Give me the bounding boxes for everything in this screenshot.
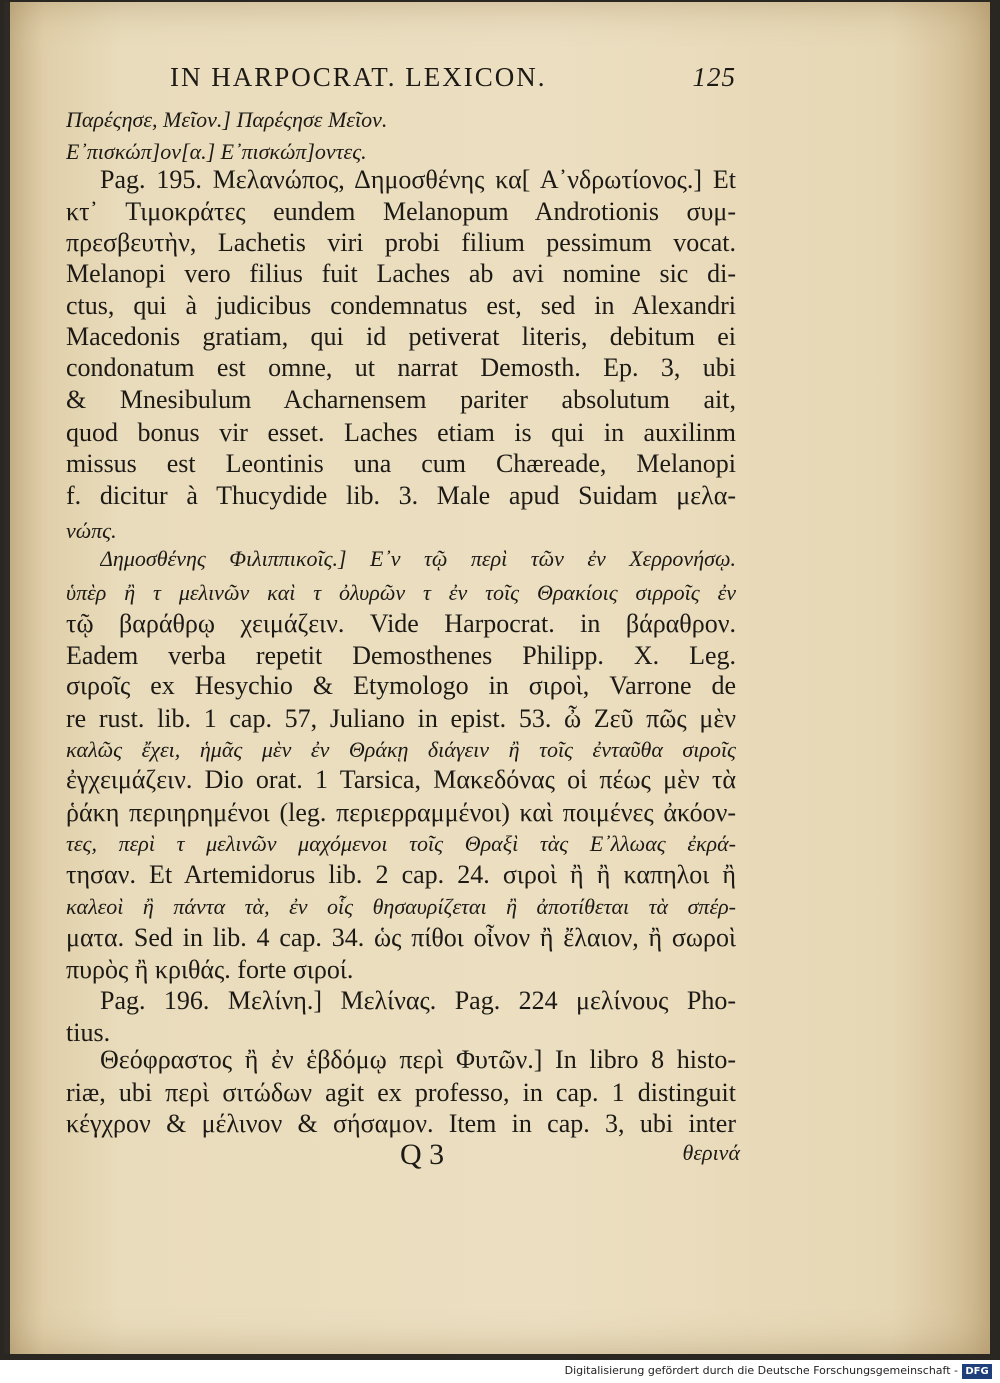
text-line: ctus, qui à judicibus condemnatus est, sed in Alexandri (66, 291, 736, 320)
text-line: κέγχρον & μέλινον & σήσαμον. Item in cap. 3, ubi inter (66, 1109, 736, 1138)
text-line: ἐγχειμάζειν. Dio orat. 1 Tarsica, Μακεδόνας οἱ πέως μὲν τὰ (66, 765, 736, 794)
text-line: condonatum est omne, ut narrat Demosth. Ep. 3, ubi (66, 353, 736, 382)
text-line: καλῶς ἔχει, ἡμᾶς μὲν ἐν Θράκῃ διάγειν ἢ τοῖς ἐνταῦθα σιροῖς (66, 737, 736, 762)
page-number: 125 (692, 62, 736, 92)
text-line: τησαν. Et Artemidorus lib. 2 cap. 24. σιροὶ ἢ ἢ καπηλοι ἢ (66, 860, 736, 889)
text-line: Melanopi vero filius fuit Laches ab avi nomine sic di- (66, 259, 736, 288)
text-line: ῥάκη περιηρημένοι (leg. περιερραμμένοι) καὶ ποιμένες ἀκόον- (66, 798, 736, 827)
text-line: πυρὸς ἢ κριθάς. forte σιροί. (66, 955, 354, 984)
running-header (170, 62, 736, 102)
text-line: & Mnesibulum Acharnensem pariter absolutum ait, (66, 385, 736, 414)
text-line: σιροῖς ex Hesychio & Etymologo in σιροὶ, Varrone de (66, 671, 736, 700)
text-line: Pag. 195. Μελανώπος, Δημοσθένης κα[ Α᾽νδρωτίονος.] Et (100, 165, 736, 194)
page-gutter-edge (4, 2, 10, 1354)
text-line: riæ, ubi περὶ σιτώδων agit ex professo, in cap. 1 distinguit (66, 1078, 736, 1107)
text-line: ματα. Sed in lib. 4 cap. 34. ὡς πίθοι οἶνον ἢ ἔλαιον, ἢ σωροὶ (66, 923, 736, 952)
text-line: Παρέςησε, Μεῖον.] Παρέςησε Μεῖον. (66, 107, 388, 132)
text-line: Macedonis gratiam, qui id petiverat literis, debitum ei (66, 322, 736, 351)
catchword: θερινά (682, 1140, 740, 1165)
footer-bar (0, 1360, 1000, 1383)
text-line: f. dicitur à Thucydide lib. 3. Male apud Suidam μελα- (66, 481, 736, 510)
text-line: re rust. lib. 1 cap. 57, Juliano in epist. 53. ὦ Ζεῦ πῶς μὲν (66, 704, 736, 733)
text-line: Eadem verba repetit Demosthenes Philipp. X. Leg. (66, 641, 736, 670)
text-line: tius. (66, 1018, 111, 1047)
text-line: καλεοὶ ἢ πάντα τὰ, ἐν οἷς θησαυρίζεται ἢ ἀποτίθεται τὰ σπέρ- (66, 894, 736, 919)
dfg-logo: DFG (962, 1364, 992, 1379)
text-line: Ε᾽πισκώπ]ον[α.] Ε᾽πισκώπ]οντες. (66, 139, 367, 164)
text-line: ὑπὲρ ἢ τ μελινῶν καὶ τ ὀλυρῶν τ ἐν τοῖς Θρακίοις σιρροῖς ἐν (66, 580, 736, 605)
text-line: missus est Leontinis una cum Chæreade, Melanopi (66, 449, 736, 478)
text-line: τες, περὶ τ μελινῶν μαχόμενοι τοῖς Θραξὶ τὰς Ε᾽λλωας ἐκρά- (66, 831, 736, 856)
text-line: κτ᾽ Τιμοκράτες eundem Melanopum Androtionis συμ- (66, 197, 736, 226)
text-line: Θεόφραστος ἢ ἐν ἑβδόμῳ περὶ Φυτῶν.] In libro 8 histo- (100, 1045, 736, 1074)
running-title: IN HARPOCRAT. LEXICON. (170, 62, 547, 92)
text-line: quod bonus vir esset. Laches etiam is qui in auxilinm (66, 418, 736, 447)
signature-mark: Q 3 (400, 1138, 445, 1171)
funding-credit: Digitalisierung gefördert durch die Deutsche Forschungsgemeinschaft - (564, 1364, 958, 1377)
text-line: τῷ βαράθρῳ χειμάζειν. Vide Harpocrat. in βάραθρον. (66, 609, 736, 638)
text-line: νώπς. (66, 518, 117, 543)
text-line: Pag. 196. Μελίνη.] Μελίνας. Pag. 224 μελίνους Pho- (100, 986, 736, 1015)
text-line: πρεσβευτὴν, Lachetis viri probi filium pessimum vocat. (66, 228, 736, 257)
text-line: Δημοσθένης Φιλιππικοῖς.] Ε᾽ν τῷ περὶ τῶν ἐν Χερρονήσῳ. (100, 546, 736, 571)
